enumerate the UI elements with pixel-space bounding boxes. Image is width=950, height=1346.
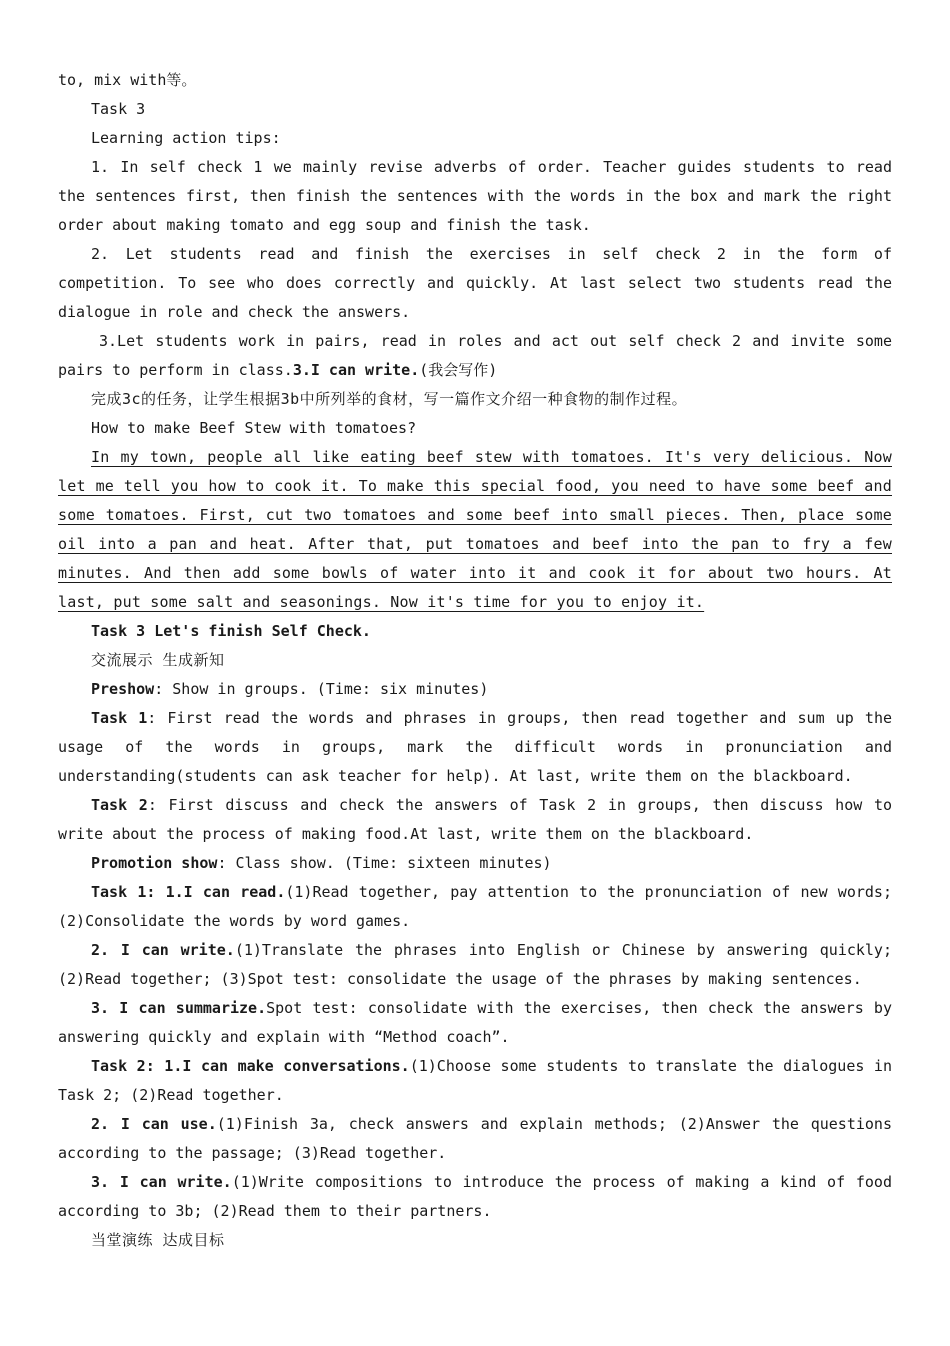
chinese-heading-practice: 当堂演练 达成目标: [91, 1231, 225, 1249]
show-task-2-2-text: (1)Finish 3a, check answers and explain methods; (2)Answer the questions according to the passage; (3)Read together.: [58, 1115, 892, 1162]
show-task-2-2: [58, 1110, 892, 1168]
show-task-1-2-label: 2. I can write.: [91, 941, 235, 959]
show-task-1-2: [58, 936, 892, 994]
show-task-2-3: [58, 1168, 892, 1226]
promotion-label: Promotion show: [91, 854, 218, 872]
preshow-task-2-label: Task 2: [91, 796, 148, 814]
text-line: to, mix with等。: [58, 71, 197, 89]
promotion-show: [58, 849, 892, 878]
tip-3: [58, 327, 892, 385]
task3-heading: Task 3: [91, 100, 146, 118]
i-can-write-heading: 3.I can write.: [292, 361, 420, 379]
show-task-2-2-label: 2. I can use.: [91, 1115, 217, 1133]
show-task-2-text: (1)Choose some students to translate the dialogues in Task 2; (2)Read together.: [58, 1057, 892, 1104]
preshow-task-2: [58, 791, 892, 849]
preshow-task-2-text: : First discuss and check the answers of Task 2 in groups, then discuss how to write about the process of making food.At last, write them on the blackboard.: [58, 796, 892, 843]
essay-body: In my town, people all like eating beef stew with tomatoes. It's very delicious. Now let me tell you how to cook it. To make this special food, you need to have some beef and some tomatoes. First, cut two tomatoes and some beef into small pieces. Then, place some oil into a pan and heat. After that, put tomatoes and beef into the pan to fry a few minutes. And then add some bowls of water into it and cook it for about two hours. At last, put some salt and seasonings. Now it's time for you to enjoy it.: [58, 448, 892, 611]
show-task-1-2-text: (1)Translate the phrases into English or Chinese by answering quickly; (2)Read together; (3)Spot test: consolidate the usage of the phrases by making sentences.: [58, 941, 892, 988]
chinese-heading-show: 交流展示 生成新知: [91, 651, 225, 669]
show-task-1-label: Task 1: 1.I can read.: [91, 883, 286, 901]
show-task-2-label: Task 2: 1.I can make conversations.: [91, 1057, 410, 1075]
show-task-2-3-label: 3. I can write.: [91, 1173, 232, 1191]
preshow-task-1-text: : First read the words and phrases in groups, then read together and sum up the usage of the words in groups, mark the difficult words in pronunciation and understanding(students can ask teacher for help). At last, write them on the blackboard.: [58, 709, 893, 785]
preshow-task-1-label: Task 1: [91, 709, 148, 727]
self-check-text: Task 3 Let's finish Self Check.: [91, 622, 371, 640]
preshow-text: : Show in groups. (Time: six minutes): [154, 680, 489, 698]
essay-title: How to make Beef Stew with tomatoes?: [91, 419, 417, 437]
show-task-1-3: [58, 994, 892, 1052]
tip-3-cn: (我会写作): [419, 361, 498, 379]
tip-3-text: 3.Let students work in pairs, read in roles and act out self check 2 and invite some pairs to perform in class.: [58, 332, 892, 379]
show-task-2: [58, 1052, 892, 1110]
document-page: [58, 66, 892, 1255]
tips-heading: Learning action tips:: [91, 129, 281, 147]
show-task-1: [58, 878, 892, 936]
show-task-2-3-text: (1)Write compositions to introduce the process of making a kind of food according to 3b; (2)Read them to their partners.: [58, 1173, 892, 1220]
show-task-1-3-label: 3. I can summarize.: [91, 999, 267, 1017]
preshow-task-1: [58, 704, 892, 791]
self-check-heading: [58, 617, 892, 646]
show-task-1-3-text: Spot test: consolidate with the exercises, then check the answers by answering quickly and explain with “Method coach”.: [58, 999, 892, 1046]
tip-1: 1. In self check 1 we mainly revise adverbs of order. Teacher guides students to read the sentences first, then finish the sentences with the words in the box and mark the right order about making tomato and egg soup and finish the task.: [58, 158, 892, 234]
preshow: [58, 675, 892, 704]
chinese-task: 完成3c的任务，让学生根据3b中所列举的食材，写一篇作文介绍一种食物的制作过程。: [91, 390, 688, 408]
preshow-label: Preshow: [91, 680, 155, 698]
promotion-text: : Class show. (Time: sixteen minutes): [217, 854, 552, 872]
tip-2: 2. Let students read and finish the exercises in self check 2 in the form of competition. To see who does correctly and quickly. At last select two students read the dialogue in role and check the answers.: [58, 245, 892, 321]
show-task-1-text: (1)Read together, pay attention to the pronunciation of new words; (2)Consolidate the words by word games.: [58, 883, 892, 930]
